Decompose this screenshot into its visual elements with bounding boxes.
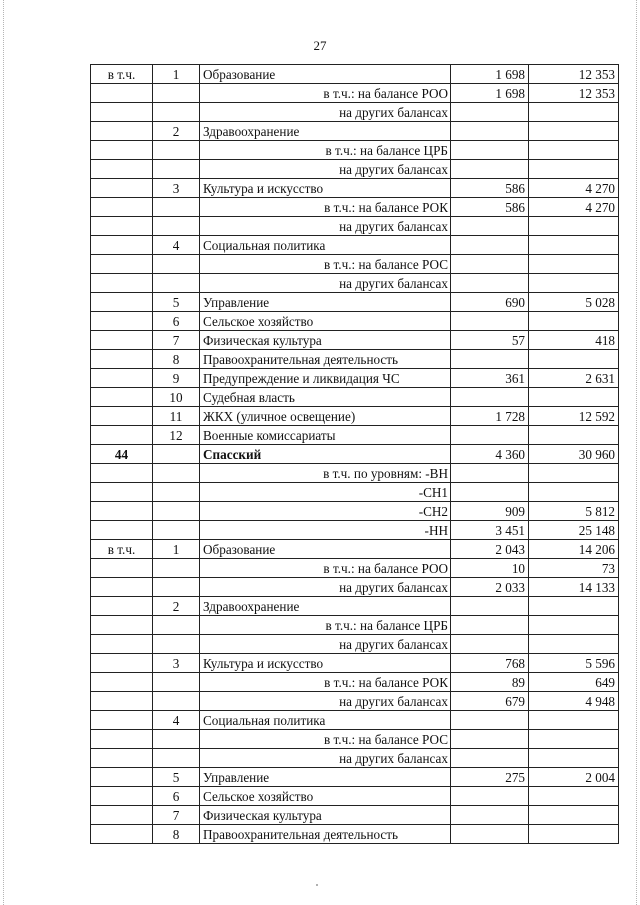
item-name-cell: на других балансах [200,274,451,293]
group-cell [91,293,153,312]
item-number-cell: 2 [153,122,200,141]
group-cell [91,179,153,198]
group-cell [91,160,153,179]
value-cell-2: 4 270 [529,198,619,217]
group-cell [91,654,153,673]
value-cell-1 [451,236,529,255]
item-name-cell: Сельское хозяйство [200,312,451,331]
item-name-cell: Военные комиссариаты [200,426,451,445]
item-number-cell [153,749,200,768]
item-number-cell [153,255,200,274]
item-number-cell: 12 [153,426,200,445]
value-cell-1: 89 [451,673,529,692]
table-row [91,616,619,635]
item-number-cell [153,730,200,749]
value-cell-2 [529,825,619,844]
value-cell-1 [451,749,529,768]
value-cell-2 [529,217,619,236]
value-cell-2: 2 631 [529,369,619,388]
item-name-cell: Здравоохранение [200,122,451,141]
value-cell-2 [529,426,619,445]
item-name-cell: Культура и искусство [200,179,451,198]
table-row [91,787,619,806]
table-row [91,293,619,312]
table-row [91,407,619,426]
value-cell-2: 4 948 [529,692,619,711]
table-row [91,711,619,730]
group-cell [91,274,153,293]
item-number-cell: 1 [153,65,200,84]
table-row [91,426,619,445]
table-row [91,217,619,236]
value-cell-2 [529,711,619,730]
item-name-cell: в т.ч.: на балансе РОК [200,673,451,692]
table-row [91,331,619,350]
group-cell [91,578,153,597]
item-name-cell: -СН1 [200,483,451,502]
value-cell-1: 361 [451,369,529,388]
item-number-cell [153,635,200,654]
value-cell-1 [451,122,529,141]
item-number-cell: 9 [153,369,200,388]
group-cell [91,692,153,711]
item-name-cell: ЖКХ (уличное освещение) [200,407,451,426]
table-row [91,768,619,787]
group-cell [91,559,153,578]
table-row [91,160,619,179]
value-cell-1: 57 [451,331,529,350]
item-name-cell: в т.ч. по уровням: -ВН [200,464,451,483]
item-number-cell [153,692,200,711]
value-cell-2 [529,103,619,122]
item-number-cell [153,483,200,502]
item-name-cell: Правоохранительная деятельность [200,350,451,369]
value-cell-2 [529,483,619,502]
value-cell-2: 4 270 [529,179,619,198]
item-number-cell: 6 [153,312,200,331]
table-row [91,274,619,293]
item-name-cell: Спасский [200,445,451,464]
value-cell-1 [451,217,529,236]
item-number-cell: 2 [153,597,200,616]
value-cell-2 [529,730,619,749]
value-cell-2: 25 148 [529,521,619,540]
item-name-cell: на других балансах [200,160,451,179]
item-number-cell: 8 [153,350,200,369]
item-name-cell: Физическая культура [200,806,451,825]
group-cell [91,464,153,483]
table-row [91,369,619,388]
group-cell [91,711,153,730]
value-cell-2 [529,274,619,293]
table-row [91,635,619,654]
group-cell [91,350,153,369]
value-cell-1 [451,711,529,730]
district-row [91,445,619,464]
value-cell-2 [529,236,619,255]
item-name-cell: на других балансах [200,749,451,768]
value-cell-1 [451,274,529,293]
table-row [91,654,619,673]
table-row [91,198,619,217]
group-cell [91,749,153,768]
group-cell [91,597,153,616]
value-cell-1: 586 [451,198,529,217]
item-name-cell: Здравоохранение [200,597,451,616]
item-number-cell [153,464,200,483]
value-cell-1: 909 [451,502,529,521]
item-number-cell [153,198,200,217]
item-number-cell [153,521,200,540]
value-cell-1 [451,825,529,844]
page-number: 27 [313,38,327,53]
group-cell [91,787,153,806]
item-number-cell: 3 [153,179,200,198]
item-name-cell: в т.ч.: на балансе РОК [200,198,451,217]
value-cell-1: 2 033 [451,578,529,597]
table-row [91,350,619,369]
value-cell-1 [451,806,529,825]
value-cell-2 [529,350,619,369]
item-number-cell [153,160,200,179]
table-row [91,730,619,749]
value-cell-2: 14 133 [529,578,619,597]
item-name-cell: на других балансах [200,692,451,711]
value-cell-2 [529,749,619,768]
item-name-cell: Культура и искусство [200,654,451,673]
table-row [91,559,619,578]
table-row [91,179,619,198]
item-number-cell: 4 [153,236,200,255]
value-cell-2: 30 960 [529,445,619,464]
item-name-cell: -НН [200,521,451,540]
item-name-cell: Управление [200,293,451,312]
table-row [91,84,619,103]
item-number-cell [153,673,200,692]
group-cell [91,730,153,749]
table-row [91,312,619,331]
value-cell-1 [451,464,529,483]
group-cell [91,673,153,692]
item-number-cell: 7 [153,806,200,825]
table-row [91,65,619,84]
value-cell-2: 5 812 [529,502,619,521]
item-name-cell: -СН2 [200,502,451,521]
item-number-cell: 11 [153,407,200,426]
item-name-cell: Предупреждение и ликвидация ЧС [200,369,451,388]
item-name-cell: в т.ч.: на балансе РОО [200,559,451,578]
item-number-cell: 1 [153,540,200,559]
table-row [91,236,619,255]
group-cell [91,84,153,103]
item-number-cell: 5 [153,293,200,312]
group-cell [91,198,153,217]
item-number-cell [153,616,200,635]
item-name-cell: на других балансах [200,578,451,597]
group-cell [91,768,153,787]
value-cell-2 [529,635,619,654]
group-cell [91,407,153,426]
item-name-cell: в т.ч.: на балансе РОС [200,730,451,749]
value-cell-1 [451,255,529,274]
value-cell-2: 12 353 [529,84,619,103]
value-cell-1: 10 [451,559,529,578]
value-cell-1: 3 451 [451,521,529,540]
table-row [91,692,619,711]
value-cell-1: 1 698 [451,84,529,103]
group-cell [91,122,153,141]
value-cell-1 [451,312,529,331]
group-cell [91,388,153,407]
group-cell [91,635,153,654]
value-cell-2: 5 596 [529,654,619,673]
value-cell-2 [529,616,619,635]
value-cell-1 [451,141,529,160]
table-row [91,597,619,616]
value-cell-2: 73 [529,559,619,578]
table-body [91,65,619,844]
group-cell [91,255,153,274]
value-cell-2: 5 028 [529,293,619,312]
item-number-cell [153,274,200,293]
value-cell-1: 679 [451,692,529,711]
value-cell-2: 14 206 [529,540,619,559]
item-number-cell [153,141,200,160]
group-cell [91,217,153,236]
item-number-cell [153,217,200,236]
value-cell-2: 649 [529,673,619,692]
item-name-cell: Социальная политика [200,711,451,730]
item-name-cell: в т.ч.: на балансе РОО [200,84,451,103]
table-row [91,673,619,692]
group-cell [91,369,153,388]
item-number-cell [153,502,200,521]
value-cell-1 [451,616,529,635]
value-cell-2 [529,312,619,331]
value-cell-2: 2 004 [529,768,619,787]
value-cell-2 [529,122,619,141]
item-name-cell: Сельское хозяйство [200,787,451,806]
group-cell [91,806,153,825]
item-name-cell: на других балансах [200,635,451,654]
item-name-cell: Судебная власть [200,388,451,407]
value-cell-1: 275 [451,768,529,787]
value-cell-1: 2 043 [451,540,529,559]
item-name-cell: на других балансах [200,217,451,236]
table-row [91,540,619,559]
group-cell [91,141,153,160]
value-cell-1 [451,730,529,749]
value-cell-2: 12 592 [529,407,619,426]
value-cell-1 [451,388,529,407]
value-cell-2: 12 353 [529,65,619,84]
group-cell [91,103,153,122]
table-row [91,521,619,540]
table-row [91,464,619,483]
table-row [91,483,619,502]
item-name-cell: в т.ч.: на балансе ЦРБ [200,616,451,635]
group-cell [91,331,153,350]
group-cell: в т.ч. [91,540,153,559]
item-number-cell: 4 [153,711,200,730]
value-cell-2 [529,464,619,483]
value-cell-2 [529,787,619,806]
value-cell-1 [451,160,529,179]
table-row [91,122,619,141]
table-row [91,141,619,160]
value-cell-1 [451,787,529,806]
scan-edge-left [3,0,4,905]
item-number-cell [153,84,200,103]
group-cell [91,616,153,635]
group-cell [91,521,153,540]
item-number-cell: 3 [153,654,200,673]
value-cell-1: 768 [451,654,529,673]
item-name-cell: в т.ч.: на балансе ЦРБ [200,141,451,160]
value-cell-1: 690 [451,293,529,312]
item-number-cell: 6 [153,787,200,806]
value-cell-1 [451,426,529,445]
group-cell [91,426,153,445]
table-row [91,578,619,597]
value-cell-1: 586 [451,179,529,198]
item-number-cell: 7 [153,331,200,350]
value-cell-1 [451,597,529,616]
item-name-cell: Физическая культура [200,331,451,350]
table-row [91,103,619,122]
item-number-cell [153,559,200,578]
item-number-cell: 8 [153,825,200,844]
item-number-cell: 5 [153,768,200,787]
value-cell-2 [529,806,619,825]
group-cell [91,236,153,255]
value-cell-2 [529,597,619,616]
table-row [91,806,619,825]
value-cell-1 [451,103,529,122]
item-number-cell [153,103,200,122]
table-row [91,502,619,521]
budget-table [90,64,619,844]
value-cell-2 [529,255,619,274]
item-name-cell: Управление [200,768,451,787]
item-name-cell: Правоохранительная деятельность [200,825,451,844]
item-number-cell [153,445,200,464]
table-row [91,255,619,274]
group-cell [91,825,153,844]
value-cell-2 [529,388,619,407]
group-cell [91,483,153,502]
value-cell-2 [529,160,619,179]
value-cell-1: 1 698 [451,65,529,84]
group-cell [91,312,153,331]
group-cell: в т.ч. [91,65,153,84]
value-cell-1 [451,350,529,369]
scan-speck [316,884,318,886]
item-number-cell: 10 [153,388,200,407]
scan-edge-right [636,0,637,905]
item-name-cell: Социальная политика [200,236,451,255]
value-cell-1: 1 728 [451,407,529,426]
item-name-cell: в т.ч.: на балансе РОС [200,255,451,274]
item-number-cell [153,578,200,597]
value-cell-1: 4 360 [451,445,529,464]
table-row [91,749,619,768]
value-cell-1 [451,483,529,502]
table-row [91,825,619,844]
table-row [91,388,619,407]
item-name-cell: на других балансах [200,103,451,122]
value-cell-2: 418 [529,331,619,350]
group-cell [91,502,153,521]
item-name-cell: Образование [200,540,451,559]
value-cell-2 [529,141,619,160]
value-cell-1 [451,635,529,654]
item-name-cell: Образование [200,65,451,84]
group-cell: 44 [91,445,153,464]
